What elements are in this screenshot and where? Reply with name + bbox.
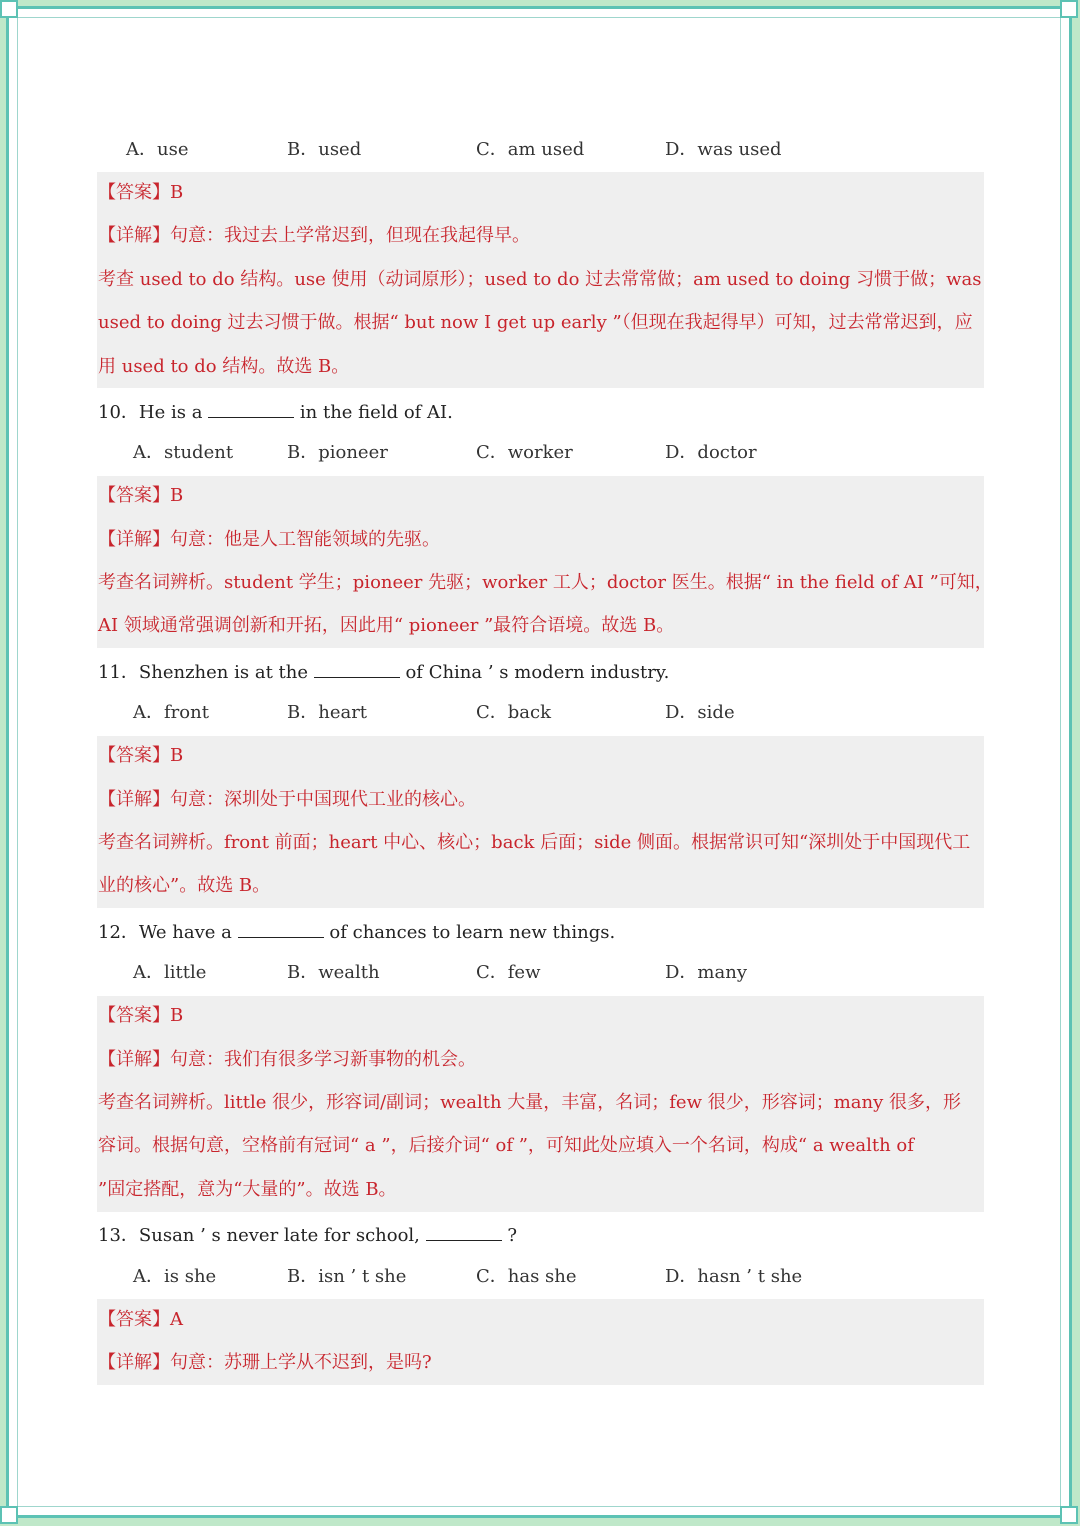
q12-stem (98, 919, 615, 944)
q11-stem-suffix: of China ’ s modern industry. (405, 662, 670, 683)
q12-option-b: B．wealth (287, 962, 380, 983)
q9-option-c: C．am used (476, 139, 585, 160)
q10-blank (208, 399, 294, 418)
q12-option-d: D．many (665, 962, 747, 983)
q11-option-a: A．front (133, 702, 209, 723)
q9-detail-line: used to doing 过去习惯于做。根据“ but now I get up early ”（但现在我起得早）可知，过去常常迟到，应 (98, 312, 973, 333)
q9-option-d: D．was used (665, 139, 782, 160)
q12-answer: 【答案】B (98, 1005, 184, 1026)
q9-detail-line: 【详解】句意：我过去上学常迟到，但现在我起得早。 (98, 225, 530, 246)
q12-detail-line: ”固定搭配，意为“大量的”。故选 B。 (98, 1179, 397, 1200)
q12-option-c: C．few (476, 962, 541, 983)
q11-stem (98, 659, 669, 684)
q13-answer: 【答案】A (98, 1309, 183, 1330)
q11-option-d: D．side (665, 702, 735, 723)
q13-stem-prefix: 13．Susan ’ s never late for school, (98, 1225, 420, 1246)
q11-option-c: C．back (476, 702, 552, 723)
q12-option-a: A．little (133, 962, 207, 983)
q13-detail-line: 【详解】句意：苏珊上学从不迟到，是吗? (98, 1352, 432, 1373)
q11-detail-line: 业的核心”。故选 B。 (98, 875, 271, 896)
q9-answer: 【答案】B (98, 182, 184, 203)
q12-detail-line: 容词。根据句意，空格前有冠词“ a ”，后接介词“ of ”，可知此处应填入一个名词，构成“ a wealth of (98, 1135, 914, 1156)
q10-stem-prefix: 10．He is a (98, 402, 203, 423)
q12-stem-suffix: of chances to learn new things. (329, 922, 616, 943)
q10-detail-line: 考查名词辨析。student 学生；pioneer 先驱；worker 工人；doctor 医生。根据“ in the field of AI ”可知， (98, 572, 993, 593)
q10-option-a: A．student (133, 442, 234, 463)
q13-blank (426, 1222, 502, 1241)
q11-detail-line: 【详解】句意：深圳处于中国现代工业的核心。 (98, 789, 476, 810)
q9-detail-line: 考查 used to do 结构。use 使用（动词原形）；used to do 过去常常做；am used to doing 习惯于做；was (98, 269, 982, 290)
q13-option-a: A．is she (133, 1266, 217, 1287)
q9-option-b: B．used (287, 139, 362, 160)
q13-stem-suffix: ? (507, 1225, 518, 1246)
q10-detail-line: AI 领域通常强调创新和开拓，因此用“ pioneer ”最符合语境。故选 B。 (98, 615, 675, 636)
q10-option-d: D．doctor (665, 442, 757, 463)
q12-stem-prefix: 12．We have a (98, 922, 232, 943)
q11-detail-line: 考查名词辨析。front 前面；heart 中心、核心；back 后面；side 侧面。根据常识可知“深圳处于中国现代工 (98, 832, 971, 853)
q13-stem (98, 1222, 517, 1247)
q9-option-a: A．use (126, 139, 189, 160)
q13-option-c: C．has she (476, 1266, 577, 1287)
q10-detail-line: 【详解】句意：他是人工智能领域的先驱。 (98, 529, 440, 550)
q9-detail-line: 用 used to do 结构。故选 B。 (98, 356, 350, 377)
q11-blank (314, 659, 400, 678)
q10-answer: 【答案】B (98, 485, 184, 506)
q11-answer: 【答案】B (98, 745, 184, 766)
q11-option-b: B．heart (287, 702, 368, 723)
q10-option-c: C．worker (476, 442, 573, 463)
q11-stem-prefix: 11．Shenzhen is at the (98, 662, 308, 683)
q10-stem-suffix: in the field of AI. (299, 402, 453, 423)
q13-option-d: D．hasn ’ t she (665, 1266, 803, 1287)
q13-option-b: B．isn ’ t she (287, 1266, 407, 1287)
q10-option-b: B．pioneer (287, 442, 388, 463)
q12-detail-line: 【详解】句意：我们有很多学习新事物的机会。 (98, 1049, 476, 1070)
q12-blank (238, 919, 324, 938)
q10-stem (98, 399, 453, 424)
q12-detail-line: 考查名词辨析。little 很少，形容词/副词；wealth 大量，丰富，名词；few 很少，形容词；many 很多，形 (98, 1092, 961, 1113)
